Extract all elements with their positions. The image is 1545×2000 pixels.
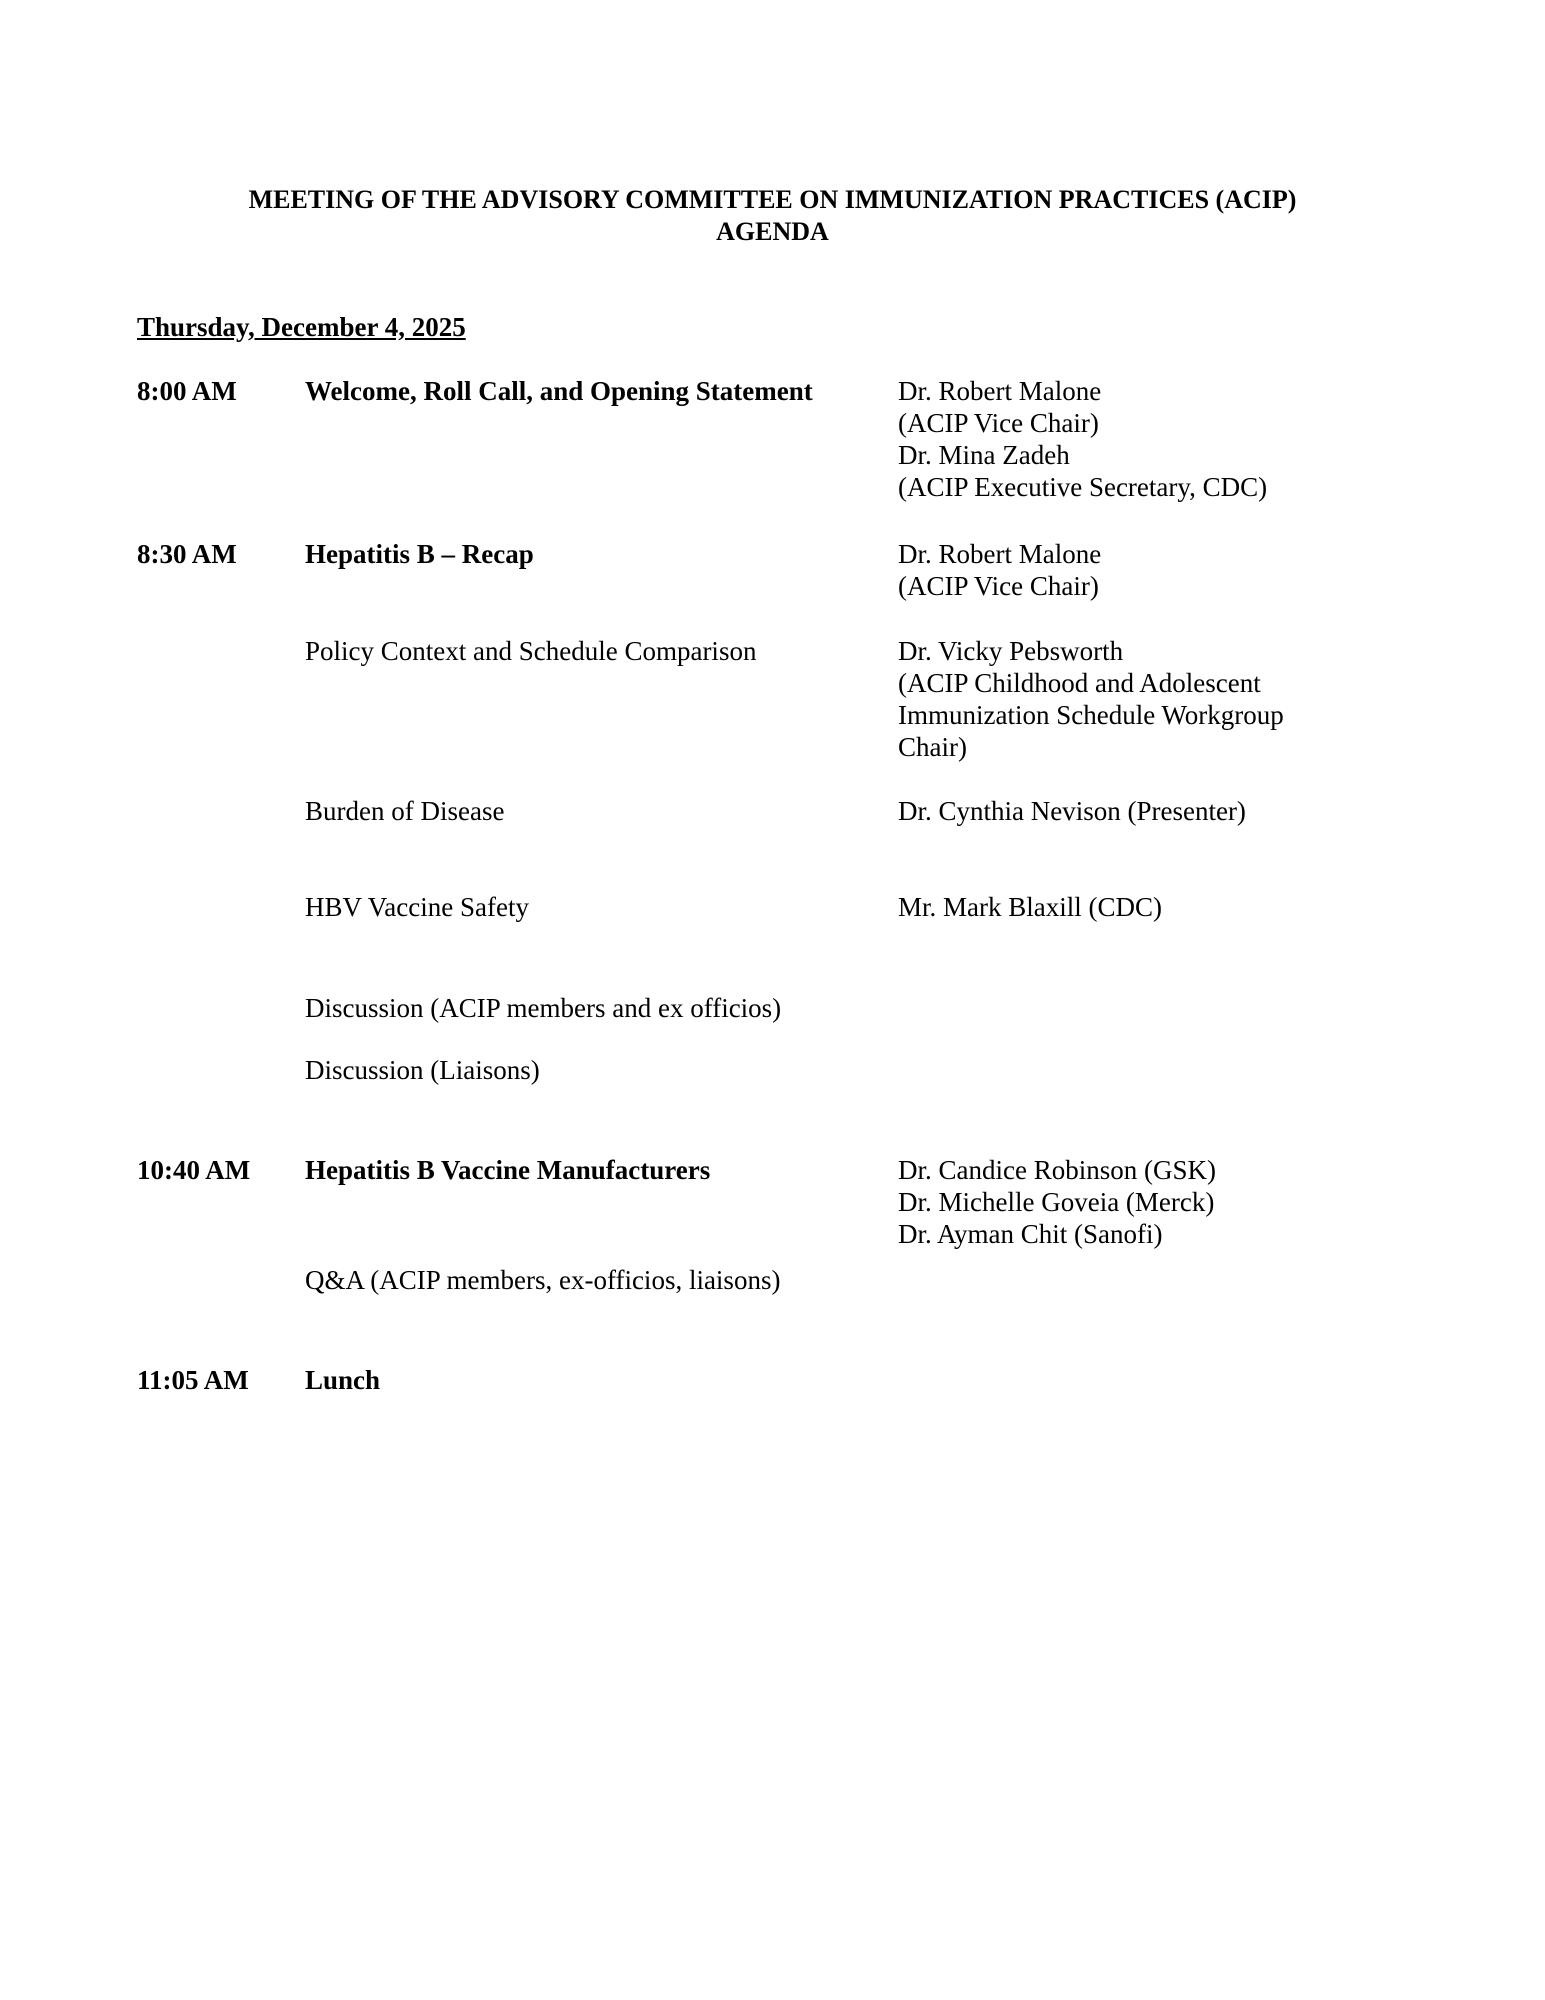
agenda-speakers: Dr. Cynthia Nevison (Presenter) xyxy=(898,796,1246,826)
agenda-time: 11:05 AM xyxy=(137,1365,249,1395)
meeting-date: Thursday, December 4, 2025 xyxy=(137,312,466,342)
speaker-line: (ACIP Vice Chair) xyxy=(898,571,1099,601)
agenda-topic: Q&A (ACIP members, ex-officios, liaisons) xyxy=(305,1265,781,1295)
agenda-speakers: Mr. Mark Blaxill (CDC) xyxy=(898,892,1162,922)
agenda-speakers xyxy=(898,1154,1216,1250)
speaker-line: Dr. Michelle Goveia (Merck) xyxy=(898,1187,1215,1217)
speaker-line: (ACIP Childhood and Adolescent xyxy=(898,668,1261,698)
speaker-line: Dr. Vicky Pebsworth xyxy=(898,636,1124,666)
agenda-topic: Welcome, Roll Call, and Opening Statement xyxy=(305,376,813,406)
speaker-line: (ACIP Vice Chair) xyxy=(898,408,1099,438)
document-subtitle: AGENDA xyxy=(716,217,829,246)
agenda-time: 8:30 AM xyxy=(137,539,237,569)
agenda-time: 10:40 AM xyxy=(137,1155,251,1185)
agenda-topic: Policy Context and Schedule Comparison xyxy=(305,636,757,666)
agenda-speakers xyxy=(898,375,1267,503)
agenda-topic: Discussion (Liaisons) xyxy=(305,1055,540,1085)
speaker-line: Chair) xyxy=(898,732,967,762)
agenda-topic: Lunch xyxy=(305,1365,381,1395)
speaker-line: Dr. Robert Malone xyxy=(898,539,1102,569)
agenda-topic: Hepatitis B Vaccine Manufacturers xyxy=(305,1155,711,1185)
speaker-line: (ACIP Executive Secretary, CDC) xyxy=(898,472,1268,502)
agenda-speakers xyxy=(898,538,1101,602)
agenda-topic: Discussion (ACIP members and ex officios) xyxy=(305,993,782,1023)
agenda-topic: HBV Vaccine Safety xyxy=(305,892,529,922)
agenda-time: 8:00 AM xyxy=(137,376,237,406)
speaker-line: Dr. Robert Malone xyxy=(898,376,1102,406)
speaker-line: Dr. Candice Robinson (GSK) xyxy=(898,1155,1216,1185)
agenda-topic: Burden of Disease xyxy=(305,796,505,826)
agenda-topic: Hepatitis B – Recap xyxy=(305,539,534,569)
document-title: MEETING OF THE ADVISORY COMMITTEE ON IMMUNIZATION PRACTICES (ACIP) xyxy=(248,185,1297,214)
speaker-line: Dr. Mina Zadeh xyxy=(898,440,1070,470)
speaker-line: Immunization Schedule Workgroup xyxy=(898,700,1284,730)
agenda-speakers xyxy=(898,635,1284,763)
speaker-line: Dr. Ayman Chit (Sanofi) xyxy=(898,1219,1163,1249)
